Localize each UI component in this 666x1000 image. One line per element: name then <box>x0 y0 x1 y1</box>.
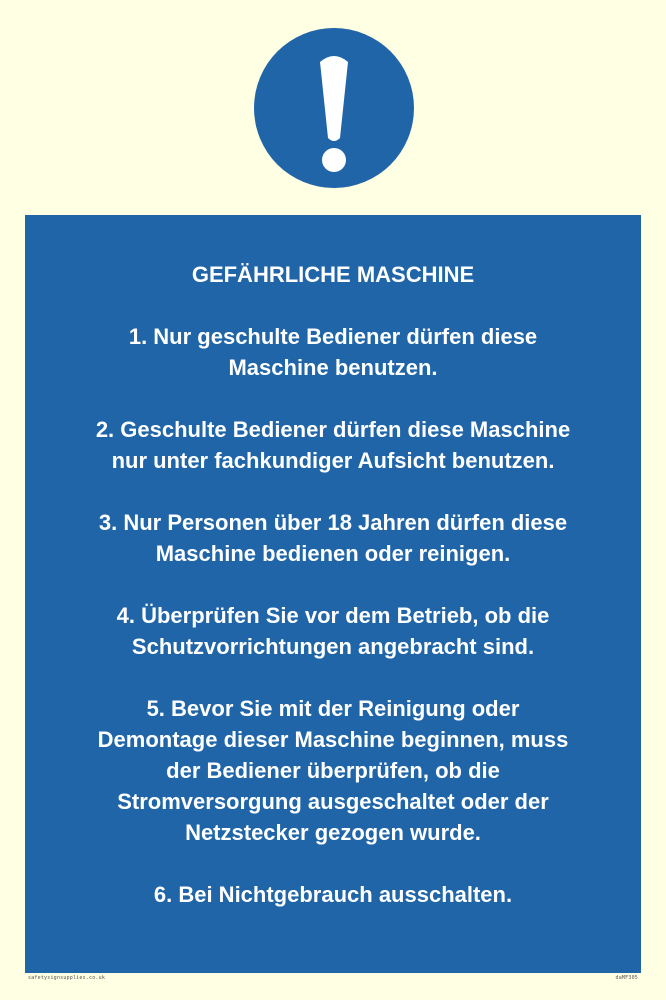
instruction-line: Maschine benutzen. <box>228 355 438 380</box>
instruction-item-6 <box>25 879 641 910</box>
sign-title: GEFÄHRLICHE MASCHINE <box>191 262 475 287</box>
instruction-line: 1. Nur geschulte Bediener dürfen diese <box>128 324 538 349</box>
instruction-line: 6. Bei Nichtgebrauch ausschalten. <box>153 882 513 907</box>
instruction-content <box>25 259 641 941</box>
instruction-item-3 <box>25 507 641 569</box>
instruction-line: Maschine bedienen oder reinigen. <box>155 541 511 566</box>
instruction-line: 4. Überprüfen Sie vor dem Betrieb, ob die <box>116 603 550 628</box>
instruction-item-2 <box>25 414 641 476</box>
instruction-line: Demontage dieser Maschine beginnen, muss <box>97 727 569 752</box>
instruction-line: nur unter fachkundiger Aufsicht benutzen. <box>111 448 555 473</box>
instruction-item-5 <box>25 693 641 848</box>
mandatory-action-sign <box>254 28 414 188</box>
instruction-item-1 <box>25 321 641 383</box>
instruction-panel <box>25 215 641 973</box>
instruction-line: 2. Geschulte Bediener dürfen diese Maschine <box>95 417 571 442</box>
footer-code: daMF305 <box>615 975 638 981</box>
instruction-item-4 <box>25 600 641 662</box>
instruction-line: 3. Nur Personen über 18 Jahren dürfen diese <box>98 510 568 535</box>
instruction-line: der Bediener überprüfen, ob die <box>166 758 500 783</box>
instruction-line: Schutzvorrichtungen angebracht sind. <box>131 634 535 659</box>
instruction-line: Netzstecker gezogen wurde. <box>185 820 481 845</box>
instruction-line: 5. Bevor Sie mit der Reinigung oder <box>146 696 520 721</box>
exclamation-icon <box>254 28 414 188</box>
footer-website: safetysignsupplies.co.uk <box>28 975 106 981</box>
instruction-line: Stromversorgung ausgeschaltet oder der <box>117 789 549 814</box>
